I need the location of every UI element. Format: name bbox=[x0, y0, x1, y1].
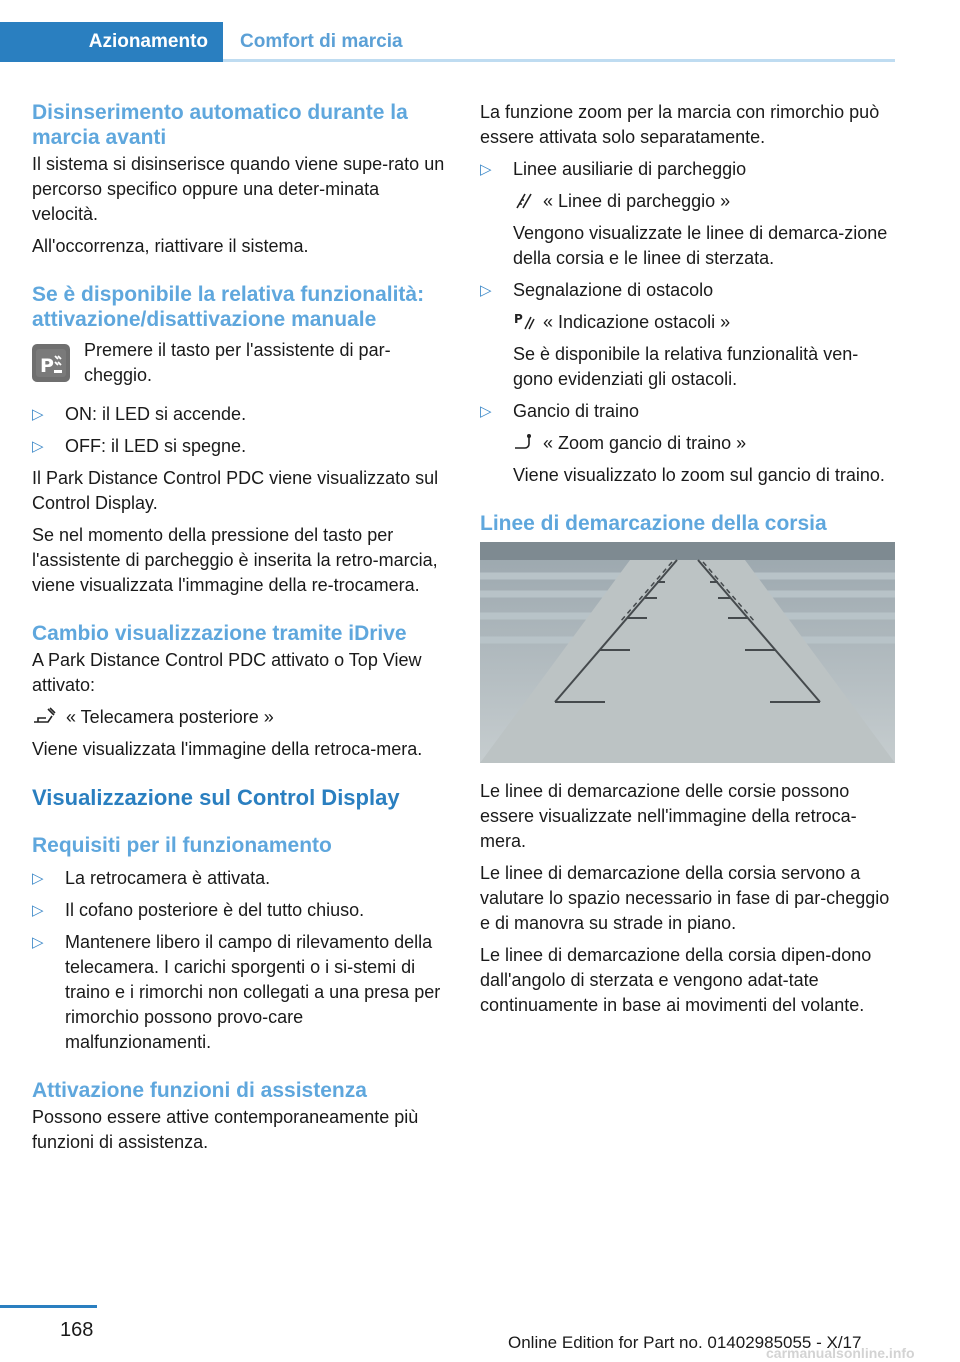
svg-text:P: P bbox=[40, 355, 54, 377]
para-reverse: Se nel momento della pressione del tasto per l'assistente di parcheggio è inserita la retro-marcia, viene visualizzata l'immagine della re-trocamera. bbox=[32, 525, 438, 595]
right-column bbox=[480, 100, 895, 1025]
tab-comfort-di-marcia[interactable]: Comfort di marcia bbox=[240, 31, 403, 52]
heading-assist-functions: Attivazione funzioni di assistenza bbox=[32, 1079, 367, 1102]
rear-camera-icon bbox=[32, 706, 56, 726]
footer-divider bbox=[0, 1305, 97, 1308]
list-item: ▷ Linee ausiliarie di parcheggio « Linee di parcheggio » Vengono visualizzate le linee di demarca-zione della corsia e le linee di sterzata. bbox=[480, 157, 895, 271]
menu-hitch-zoom: « Zoom gancio di traino » bbox=[513, 431, 895, 456]
page-number: 168 bbox=[60, 1319, 94, 1341]
heading-lane-lines: Linee di demarcazione della corsia bbox=[480, 512, 827, 535]
menu-rear-camera: « Telecamera posteriore » bbox=[32, 705, 450, 730]
edition-info: Online Edition for Part no. 01402985055 - X/17 bbox=[508, 1333, 862, 1352]
heading-manual-activation: Se è disponibile la relativa funzionalità: attivazione/disattivazione manuale bbox=[32, 283, 425, 331]
watermark: carmanualsonline.info bbox=[766, 1345, 915, 1361]
para-pdc-display: Il Park Distance Control PDC viene visualizzato sul Control Display. bbox=[32, 468, 439, 513]
triangle-bullet-icon: ▷ bbox=[32, 902, 44, 919]
para-lanes-1: Le linee di demarcazione delle corsie possono essere visualizzate nell'immagine della retroca-mera. bbox=[480, 781, 857, 851]
list-item: ▷ OFF: il LED si spegne. bbox=[32, 434, 450, 459]
para-press-button: Premere il tasto per l'assistente di par-cheggio. bbox=[84, 340, 391, 385]
para-lanes-3: Le linee di demarcazione della corsia dipen-dono dall'angolo di sterzata e vengono adat-tate continuamente in base ai movimenti del volante. bbox=[480, 945, 872, 1015]
para-switch-requirement: A Park Distance Control PDC attivato o Top View attivato: bbox=[32, 650, 422, 695]
triangle-bullet-icon: ▷ bbox=[32, 438, 44, 455]
heading-switch-view: Cambio visualizzazione tramite iDrive bbox=[32, 622, 407, 645]
svg-text:P: P bbox=[514, 312, 523, 326]
list-item: ▷ Mantenere libero il campo di rilevamento della telecamera. I carichi sporgenti o i si-stemi di traino e i rimorchi non collegati a una presa per rimorchio possono provo-care malfunzionamenti. bbox=[32, 932, 441, 1052]
display-options-list bbox=[480, 157, 895, 488]
obstacle-indication-icon bbox=[513, 311, 535, 331]
menu-obstacle-indication: P « Indicazione ostacoli » bbox=[514, 312, 731, 332]
menu-parking-lines: « Linee di parcheggio » bbox=[513, 189, 895, 214]
para-zoom: La funzione zoom per la marcia con rimorchio può essere attivata solo separatamente. bbox=[480, 102, 880, 147]
triangle-bullet-icon: ▷ bbox=[32, 934, 44, 951]
para-lanes-2: Le linee di demarcazione della corsia servono a valutare lo spazio necessario in fase di par-cheggio e di manovra su strade in piano. bbox=[480, 863, 890, 933]
triangle-bullet-icon: ▷ bbox=[32, 870, 44, 887]
list-item: ▷ Il cofano posteriore è del tutto chiuso. bbox=[32, 898, 450, 923]
lane-lines-diagram bbox=[480, 542, 895, 763]
header-divider bbox=[223, 59, 895, 62]
triangle-bullet-icon: ▷ bbox=[32, 406, 44, 423]
list-item: ▷ La retrocamera è attivata. bbox=[32, 866, 450, 891]
heading-control-display: Visualizzazione sul Control Display bbox=[32, 785, 400, 810]
park-assist-instruction bbox=[32, 338, 450, 388]
requirements-list bbox=[32, 866, 450, 1055]
tow-hitch-icon bbox=[513, 432, 535, 452]
list-item: ▷ Gancio di traino « Zoom gancio di traino » Viene visualizzato lo zoom sul gancio di traino. bbox=[480, 399, 895, 488]
heading-requirements: Requisiti per il funzionamento bbox=[32, 834, 332, 857]
header-tabs bbox=[0, 22, 895, 62]
triangle-bullet-icon: ▷ bbox=[480, 403, 492, 420]
left-column bbox=[32, 100, 450, 1162]
heading-auto-off: Disinserimento automatico durante la marcia avanti bbox=[32, 101, 408, 149]
list-item: ▷ Segnalazione di ostacolo P « Indicazione ostacoli » Se è disponibile la relativa funzionalità ven-gono evidenziati gli ostacoli. bbox=[480, 278, 895, 392]
parking-lines-icon bbox=[513, 190, 535, 210]
para-auto-off-1: Il sistema si disinserisce quando viene supe-rato un percorso specifico oppure una deter-minata velocità. bbox=[32, 154, 445, 224]
triangle-bullet-icon: ▷ bbox=[480, 282, 492, 299]
tab-azionamento[interactable]: Azionamento bbox=[0, 22, 223, 62]
para-assist: Possono essere attive contemporaneamente più funzioni di assistenza. bbox=[32, 1107, 419, 1152]
list-item: ▷ ON: il LED si accende. bbox=[32, 402, 450, 427]
triangle-bullet-icon: ▷ bbox=[480, 161, 492, 178]
park-assist-button-icon bbox=[32, 344, 70, 382]
para-rear-image: Viene visualizzata l'immagine della retroca-mera. bbox=[32, 739, 423, 759]
para-auto-off-2: All'occorrenza, riattivare il sistema. bbox=[32, 236, 309, 256]
on-off-list bbox=[32, 402, 450, 459]
